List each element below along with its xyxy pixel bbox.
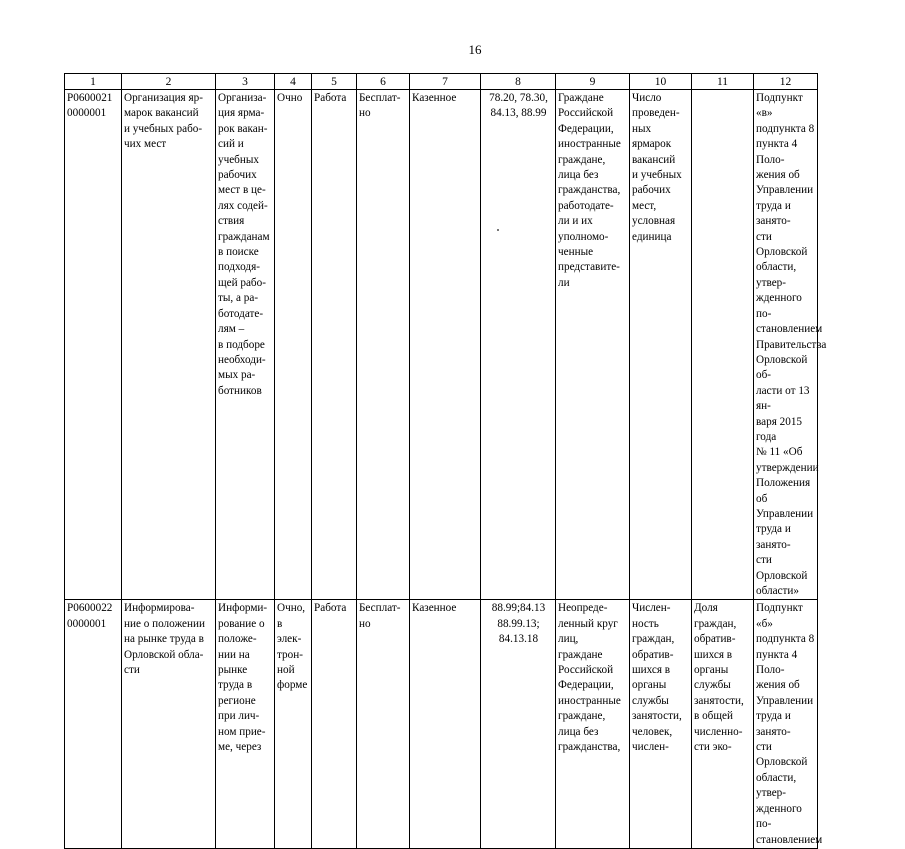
registry-number-cell: Р0600021 0000001 [65, 90, 122, 600]
institution-type-cell: Казенное [410, 90, 481, 600]
header-cell: 4 [275, 74, 312, 90]
header-cell: 5 [312, 74, 357, 90]
okved-cell: 88.99;84.13 88.99.13; 84.13.18 [481, 600, 556, 849]
page-number: 16 [468, 42, 482, 57]
header-cell: 7 [410, 74, 481, 90]
header-cell: 11 [692, 74, 754, 90]
consumers-cell: Граждане Российской Федерации, иностранные граждане, лица без гражданства, работодате- ли и их уполномо- ченные представите- ли [556, 90, 630, 600]
form-cell: Очно, в элек- трон- ной форме [275, 600, 312, 849]
service-name-cell: Информирова- ние о положении на рынке труда в Орловской обла- сти [122, 600, 216, 849]
header-cell: 12 [754, 74, 818, 90]
header-cell: 3 [216, 74, 275, 90]
table-header-row [65, 74, 818, 90]
header-cell: 10 [630, 74, 692, 90]
payment-cell: Бесплат- но [357, 90, 410, 600]
registry-number-cell: Р0600022 0000001 [65, 600, 122, 849]
service-name-cell: Организация яр- марок вакансий и учебных рабо- чих мест [122, 90, 216, 600]
quality-indicator-cell: Доля граждан, обратив- шихся в органы службы занятости, в общей численно- сти эко- [692, 600, 754, 849]
header-cell: 6 [357, 74, 410, 90]
okved-cell: 78.20, 78.30, 84.13, 88.99 [481, 90, 556, 600]
institution-type-cell: Казенное [410, 600, 481, 849]
service-content-cell: Информи- рование о положе- нии на рынке труда в регионе при лич- ном прие- ме, через [216, 600, 275, 849]
table-row [65, 90, 818, 600]
header-cell: 1 [65, 74, 122, 90]
legal-basis-cell: Подпункт «б» подпункта 8 пункта 4 Поло- жения об Управлении труда и занято- сти Орловской области, утвер- жденного по- становлением [754, 600, 818, 849]
type-cell: Работа [312, 90, 357, 600]
header-cell: 9 [556, 74, 630, 90]
quality-indicator-cell [692, 90, 754, 600]
table-row [65, 600, 818, 849]
payment-cell: Бесплат- но [357, 600, 410, 849]
consumers-cell: Неопреде- ленный круг лиц, граждане Российской Федерации, иностранные граждане, лица без гражданства, [556, 600, 630, 849]
volume-indicator-cell: Числен- ность граждан, обратив- шихся в органы службы занятости, человек, числен- [630, 600, 692, 849]
service-content-cell: Организа- ция ярма- рок вакан- сий и учебных рабочих мест в це- лях содей- ствия гражданам в поиске подходя- щей рабо- ты, а ра- ботодате- лям – в подборе необходи- мых ра- ботников [216, 90, 275, 600]
volume-indicator-cell: Число проведен- ных ярмарок вакансий и учебных рабочих мест, условная единица [630, 90, 692, 600]
form-cell: Очно [275, 90, 312, 600]
type-cell: Работа [312, 600, 357, 849]
header-cell: 2 [122, 74, 216, 90]
legal-basis-cell: Подпункт «в» подпункта 8 пункта 4 Поло- жения об Управлении труда и занято- сти Орловской области, утвер- жденного по- становлением Правительства Орловской об- ласти от 13 ян- варя 2015 года № 11 «Об утверждении Положения об Управлении труда и занято- сти Орловской области» [754, 90, 818, 600]
header-cell: 8 [481, 74, 556, 90]
services-table [64, 73, 827, 849]
